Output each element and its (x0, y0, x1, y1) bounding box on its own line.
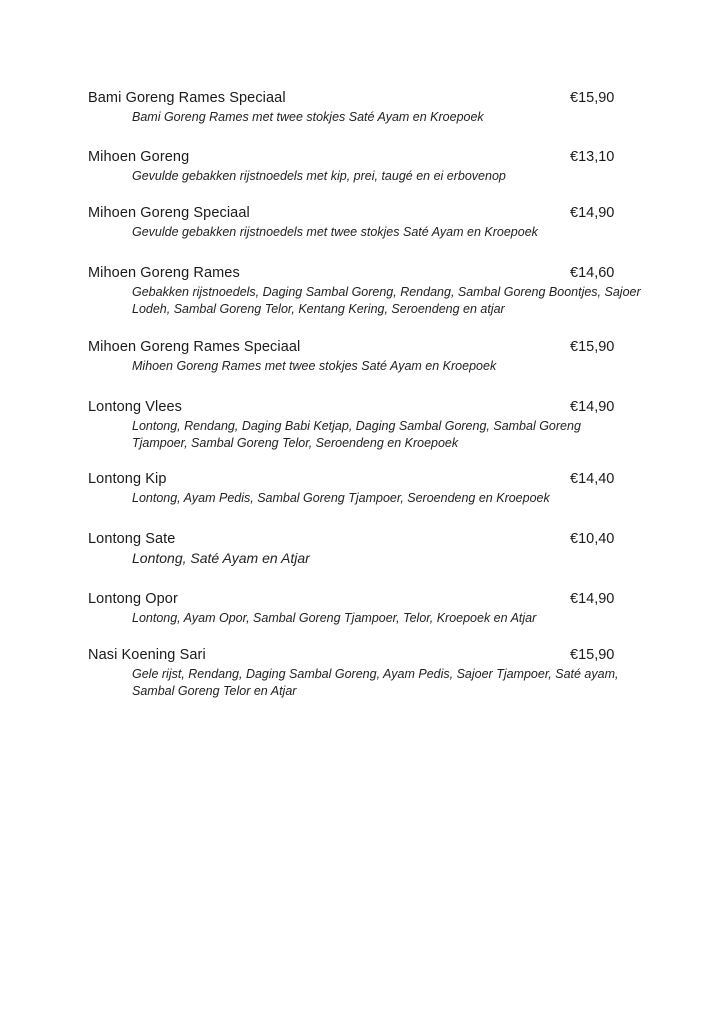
item-name: Lontong Sate (88, 531, 176, 547)
item-price: €13,10 (570, 149, 615, 165)
item-price: €14,60 (570, 265, 615, 281)
item-name: Mihoen Goreng Rames Speciaal (88, 339, 301, 355)
item-name: Nasi Koening Sari (88, 647, 206, 663)
item-price: €14,90 (570, 399, 615, 415)
item-description: Mihoen Goreng Rames met twee stokjes Saté Ayam en Kroepoek (132, 359, 497, 373)
item-name: Mihoen Goreng Speciaal (88, 205, 250, 221)
item-price: €10,40 (570, 531, 615, 547)
item-description: Gevulde gebakken rijstnoedels met kip, prei, taugé en ei erbovenop (132, 169, 506, 183)
item-name: Mihoen Goreng (88, 149, 190, 165)
item-description: Lontong, Rendang, Daging Babi Ketjap, Daging Sambal Goreng, Sambal Goreng Tjampoer, Sambal Goreng Telor, Seroendeng en Kroepoek (132, 419, 581, 450)
item-price: €14,90 (570, 591, 615, 607)
item-name: Lontong Vlees (88, 399, 183, 415)
item-description: Lontong, Saté Ayam en Atjar (132, 550, 310, 566)
item-description: Lontong, Ayam Opor, Sambal Goreng Tjampoer, Telor, Kroepoek en Atjar (132, 611, 537, 625)
item-price: €15,90 (570, 339, 615, 355)
item-price: €14,40 (570, 471, 615, 487)
item-description: Bami Goreng Rames met twee stokjes Saté Ayam en Kroepoek (132, 110, 484, 124)
item-price: €14,90 (570, 205, 615, 221)
item-name: Lontong Opor (88, 591, 178, 607)
item-name: Bami Goreng Rames Speciaal (88, 90, 286, 106)
item-description: Lontong, Ayam Pedis, Sambal Goreng Tjampoer, Seroendeng en Kroepoek (132, 491, 550, 505)
item-price: €15,90 (570, 647, 615, 663)
item-name: Lontong Kip (88, 471, 167, 487)
item-name: Mihoen Goreng Rames (88, 265, 240, 281)
item-description: Gebakken rijstnoedels, Daging Sambal Goreng, Rendang, Sambal Goreng Boontjes, Sajoer Lodeh, Sambal Goreng Telor, Kentang Kering, Seroendeng en atjar (132, 285, 641, 316)
item-description: Gele rijst, Rendang, Daging Sambal Goreng, Ayam Pedis, Sajoer Tjampoer, Saté ayam, Sambal Goreng Telor en Atjar (132, 667, 619, 698)
item-description: Gevulde gebakken rijstnoedels met twee stokjes Saté Ayam en Kroepoek (132, 225, 538, 239)
item-price: €15,90 (570, 90, 615, 106)
